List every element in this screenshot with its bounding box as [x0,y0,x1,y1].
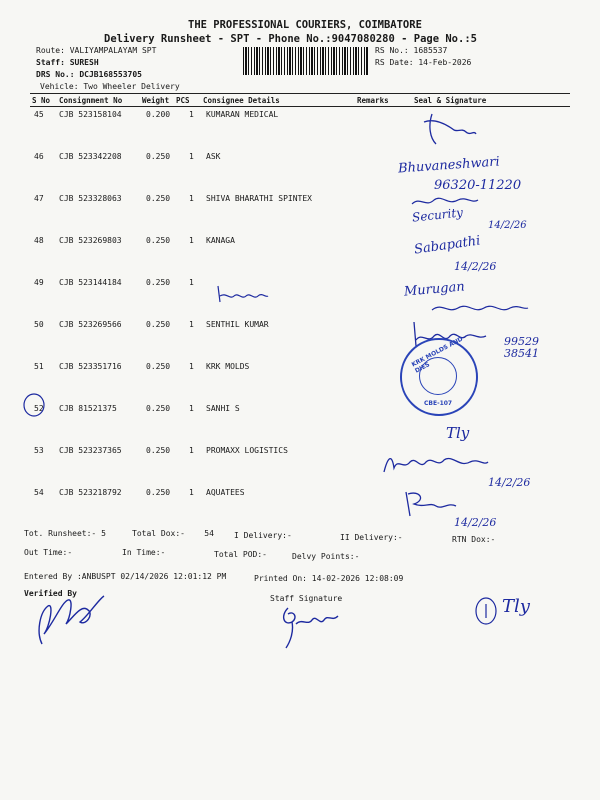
drs-label: DRS No.: [36,70,75,79]
drs-line [36,70,142,79]
row-consignee: SHIVA BHARATHI SPINTEX [206,194,312,203]
row-pcs: 1 [189,404,194,413]
row-weight: 0.250 [146,236,171,245]
company-seal [400,335,478,416]
table-row [30,404,570,446]
total-pod: Total POD:- [214,550,267,559]
col-sno: S No [32,96,51,105]
staff-signature-label: Staff Signature [270,594,343,603]
scribble-row-49b [430,300,530,316]
header-rule-bottom [30,106,570,107]
row-consignment: CJB 523269803 [59,236,122,245]
vehicle-line: Vehicle: Two Wheeler Delivery [40,82,180,91]
col-remarks: Remarks [357,96,389,105]
seal-text-bottom: CBE-107 [424,400,453,407]
row-consignment: CJB 523269566 [59,320,122,329]
company-title: THE PROFESSIONAL COURIERS, COIMBATORE [188,19,422,31]
row-pcs: 1 [189,278,194,287]
signature-row-45 [418,110,478,150]
row-consignee: PROMAXX LOGISTICS [206,446,288,455]
row-weight: 0.250 [146,194,171,203]
row-sno: 46 [34,152,44,161]
row-consignment: CJB 523342208 [59,152,122,161]
drs-value: DCJB168553705 [79,70,142,79]
rs-no-line [375,46,447,55]
verified-by-label: Verified By [24,589,77,598]
footer-circle-mark [474,596,498,626]
row-consignee: KUMARAN MEDICAL [206,110,279,119]
handwriting-security-47: Security [411,205,464,225]
row-consignee: ASK [206,152,221,161]
seal-inner-ring [419,357,457,395]
rtn-dox: RTN Dox:- [452,535,496,544]
rs-date-line [375,58,471,67]
rs-date-label: RS Date: [375,58,414,67]
scribble-row-49 [214,284,270,306]
row-weight: 0.250 [146,488,171,497]
row-pcs: 1 [189,488,194,497]
row-consignment: CJB 523351716 [59,362,122,371]
row-consignee: KRK MOLDS [206,362,250,371]
row-pcs: 1 [189,236,194,245]
row-consignment: CJB 523328063 [59,194,122,203]
printed-on: Printed On: 14-02-2026 12:08:09 [254,574,404,583]
row-consignment: CJB 81521375 [59,404,117,413]
row-consignee: SENTHIL KUMAR [206,320,269,329]
row-weight: 0.250 [146,152,171,161]
ii-delivery: II Delivery:- [340,533,403,542]
delvy-points: Delvy Points:- [292,552,360,561]
seal-text-top: KRK MOLDS AND DIES [410,335,465,375]
in-time: In Time:- [122,548,166,557]
col-pcs: PCS [176,96,190,105]
total-dox [132,529,214,538]
table-row [30,362,570,404]
out-time: Out Time:- [24,548,73,557]
total-dox-label: Total Dox:- [132,529,185,538]
handwriting-tly-52: Tly [446,424,470,442]
staff-signature [276,604,346,650]
row-pcs: 1 [189,362,194,371]
rs-no-label: RS No.: [375,46,409,55]
staff-value: SURESH [69,58,99,67]
row-sno: 54 [34,488,44,497]
handwriting-phone-50: 99529 38541 [504,335,539,360]
row-weight: 0.250 [146,278,171,287]
route-line [36,46,156,55]
row-pcs: 1 [189,446,194,455]
handwriting-phone-46: 96320-11220 [434,178,522,193]
col-weight: Weight [142,96,170,105]
circle-mark-52 [22,392,46,418]
row-sno: 45 [34,110,44,119]
total-runsheet: Tot. Runsheet:- 5 [24,529,106,538]
row-weight: 0.250 [146,446,171,455]
row-sno: 49 [34,278,44,287]
total-dox-value: 54 [204,529,214,538]
col-consignment: Consignment No [59,96,123,105]
row-sno: 52 [34,404,44,413]
row-consignee: AQUATEES [206,488,245,497]
staff-line [36,58,99,67]
route-value: VALIYAMPALAYAM SPT [69,46,157,55]
row-consignee: KANAGA [206,236,235,245]
row-weight: 0.200 [146,110,171,119]
row-pcs: 1 [189,194,194,203]
handwriting-date-53: 14/2/26 [488,476,531,489]
rs-no-value: 1685537 [413,46,448,55]
footer-tly: Tly [502,596,530,617]
row-pcs: 1 [189,152,194,161]
table-row [30,320,570,362]
verifier-signature [28,592,108,648]
rs-date-value: 14-Feb-2026 [418,58,472,67]
row-weight: 0.250 [146,404,171,413]
signature-row-54 [400,488,460,520]
handwriting-date-54: 14/2/26 [454,516,497,529]
row-sno: 50 [34,320,44,329]
table-row [30,110,570,152]
row-sno: 47 [34,194,44,203]
row-weight: 0.250 [146,362,171,371]
row-pcs: 1 [189,320,194,329]
handwriting-signature-49: Murugan [403,279,466,300]
row-sno: 51 [34,362,44,371]
row-sno: 48 [34,236,44,245]
row-consignment: CJB 523237365 [59,446,122,455]
barcode [243,47,368,75]
signature-row-53 [380,448,490,478]
row-consignment: CJB 523158104 [59,110,122,119]
handwriting-name-46: Bhuvaneshwari [397,154,501,177]
route-label: Route: [36,46,65,55]
handwriting-date-48: 14/2/26 [454,260,497,273]
row-sno: 53 [34,446,44,455]
header-rule-top [30,93,570,94]
runsheet-subtitle: Delivery Runsheet - SPT - Phone No.:9047080280 - Page No.:5 [104,33,477,45]
row-consignment: CJB 523144184 [59,278,122,287]
handwriting-date-47: 14/2/26 [488,220,527,231]
row-consignment: CJB 523218792 [59,488,122,497]
entered-by: Entered By :ANBUSPT 02/14/2026 12:01:12 PM [24,572,227,581]
staff-label: Staff: [36,58,65,67]
i-delivery: I Delivery:- [234,531,292,540]
col-seal-signature: Seal & Signature [414,96,487,105]
row-pcs: 1 [189,110,194,119]
handwriting-signature-48: Sabapathi [413,233,482,258]
col-consignee: Consignee Details [203,96,280,105]
row-consignee: SANHI S [206,404,240,413]
row-weight: 0.250 [146,320,171,329]
